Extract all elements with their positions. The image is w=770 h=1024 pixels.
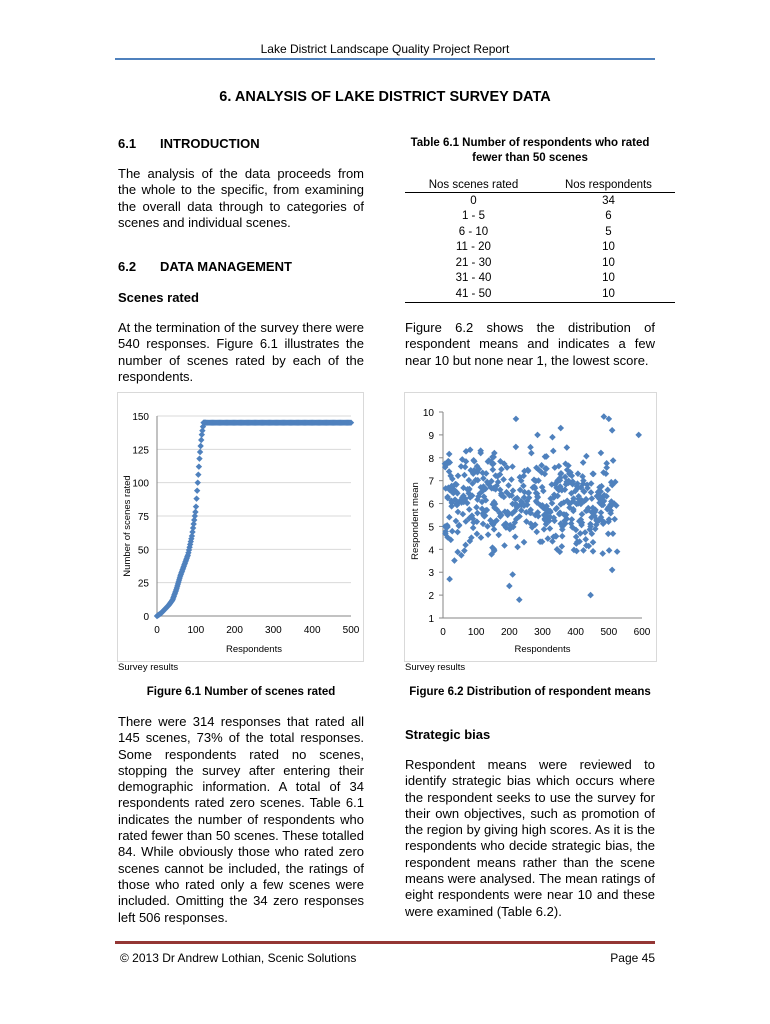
data-point xyxy=(498,466,505,473)
strategic-bias-paragraph: Respondent means were reviewed to identify strategic bias which occurs where the respondent seeks to use the survey for their own objectives, such as promotion of the region by giving high scores. As it is the respondents who decide strategic bias, the respondent means rather than the scene means were analysed. The mean ratings of eight respondents were near 10 and these were examined (Table 6.2). xyxy=(405,757,655,919)
x-tick-label: 200 xyxy=(500,627,518,638)
data-point xyxy=(580,459,587,466)
data-point xyxy=(197,443,203,449)
y-axis-title: Number of scenes rated xyxy=(122,475,133,577)
scenes-rated-paragraph: At the termination of the survey there were 540 responses. Figure 6.1 illustrates the number of scenes rated by each of the respondents. xyxy=(118,320,364,384)
figure-6-1-chart xyxy=(117,392,364,662)
data-point xyxy=(516,596,523,603)
y-tick-label: 125 xyxy=(132,445,149,457)
data-point xyxy=(599,550,606,557)
data-point xyxy=(614,548,621,555)
x-tick-label: 500 xyxy=(342,625,360,636)
table-cell: 21 - 30 xyxy=(455,256,492,269)
y-tick-label: 50 xyxy=(137,545,149,557)
data-point xyxy=(521,539,528,546)
data-point xyxy=(635,432,642,439)
table-row xyxy=(405,193,675,209)
data-point xyxy=(605,530,612,537)
data-point xyxy=(510,487,517,494)
x-tick-label: 200 xyxy=(226,625,243,636)
figure-6-2-chart xyxy=(404,392,657,662)
table-cell: 10 xyxy=(602,272,615,285)
section-6-2-title: DATA MANAGEMENT xyxy=(160,259,292,274)
table-cell: 34 xyxy=(602,194,615,207)
data-point xyxy=(194,487,200,493)
y-tick-label: 6 xyxy=(428,499,434,511)
y-tick-label: 2 xyxy=(428,591,434,603)
data-point xyxy=(610,457,617,464)
y-tick-label: 75 xyxy=(137,512,149,523)
data-point xyxy=(454,529,461,536)
data-point xyxy=(198,437,204,443)
data-point xyxy=(446,576,453,583)
data-point xyxy=(513,416,520,423)
data-point xyxy=(193,495,199,501)
data-point xyxy=(196,455,202,461)
header-rule xyxy=(115,58,655,60)
data-point xyxy=(446,451,453,458)
data-point xyxy=(490,466,497,473)
data-point xyxy=(508,476,515,483)
x-tick-label: 0 xyxy=(154,625,160,636)
data-point xyxy=(446,514,453,521)
data-point xyxy=(193,503,199,509)
data-point xyxy=(549,500,556,507)
strategic-bias-heading: Strategic bias xyxy=(405,727,491,742)
data-point xyxy=(195,471,201,477)
table-row xyxy=(405,286,675,302)
data-point xyxy=(474,510,481,517)
y-tick-label: 25 xyxy=(137,578,149,590)
data-point xyxy=(549,434,556,441)
x-tick-label: 100 xyxy=(467,627,485,638)
data-point xyxy=(461,472,468,479)
y-tick-label: 150 xyxy=(132,412,149,423)
y-tick-label: 100 xyxy=(132,478,149,490)
data-point xyxy=(557,425,564,432)
table-cell: 6 - 10 xyxy=(458,225,489,238)
data-point xyxy=(462,542,469,549)
data-point xyxy=(455,472,462,479)
data-point xyxy=(500,476,507,483)
y-tick-label: 5 xyxy=(428,522,434,534)
data-point xyxy=(564,444,571,451)
figure-6-1-caption: Figure 6.1 Number of scenes rated xyxy=(146,686,336,698)
table-cell: 41 - 50 xyxy=(405,286,542,302)
table-row xyxy=(405,240,675,256)
table-row xyxy=(405,271,675,287)
data-point xyxy=(451,557,458,564)
data-point xyxy=(485,531,492,538)
data-point xyxy=(501,542,508,549)
figure-6-2-caption: Figure 6.2 Distribution of respondent means xyxy=(409,686,651,698)
data-point xyxy=(606,547,613,554)
table-row xyxy=(405,224,675,240)
x-tick-label: 100 xyxy=(187,625,205,636)
data-point xyxy=(527,444,534,451)
figure-6-2-source: Survey results xyxy=(405,662,466,673)
y-tick-label: 3 xyxy=(428,568,434,580)
data-point xyxy=(509,463,516,470)
y-tick-label: 1 xyxy=(428,614,434,625)
subheading-scenes-rated: Scenes rated xyxy=(118,290,199,305)
x-tick-label: 400 xyxy=(303,625,321,636)
figure-6-2-svg xyxy=(405,393,656,661)
data-point xyxy=(534,432,541,439)
footer-rule xyxy=(115,941,655,944)
data-point xyxy=(583,453,590,460)
table-cell: 10 xyxy=(602,256,615,269)
data-point xyxy=(611,516,618,523)
data-point xyxy=(473,504,480,511)
data-point xyxy=(550,448,557,455)
data-point xyxy=(196,463,202,469)
data-point xyxy=(495,532,502,539)
x-tick-label: 300 xyxy=(265,625,282,636)
data-point xyxy=(559,533,566,540)
table-cell: 1 - 5 xyxy=(461,210,485,223)
section-6-1-number: 6.1 xyxy=(118,136,137,151)
table-header-cell: Nos respondents xyxy=(542,179,675,193)
intro-paragraph: The analysis of the data proceeds from the whole to the specific, from examining the overall data through to categories of scenes and individual scenes. xyxy=(118,166,364,230)
figure-6-1-source: Survey results xyxy=(118,662,179,673)
y-axis-title: Respondent mean xyxy=(410,482,421,560)
data-point xyxy=(604,487,611,494)
data-point xyxy=(582,536,589,543)
y-tick-label: 8 xyxy=(428,453,434,465)
x-tick-label: 0 xyxy=(440,627,446,638)
section-6-1-title: INTRODUCTION xyxy=(160,136,260,151)
footer-page-number: Page 45 xyxy=(610,951,655,965)
table-cell: 11 - 20 xyxy=(455,241,491,254)
data-point xyxy=(533,529,540,536)
data-point xyxy=(598,450,605,457)
data-point xyxy=(509,571,516,578)
data-point xyxy=(458,463,465,470)
section-title: 6. ANALYSIS OF LAKE DISTRICT SURVEY DATA xyxy=(219,89,551,105)
footer-copyright: © 2013 Dr Andrew Lothian, Scenic Solutions xyxy=(120,951,357,965)
data-point xyxy=(528,450,535,457)
data-point xyxy=(590,548,597,555)
data-point xyxy=(512,533,519,540)
data-point xyxy=(506,583,513,590)
x-tick-label: 400 xyxy=(567,627,585,638)
respondents-paragraph: There were 314 responses that rated all 145 scenes, 73% of the total responses. Some respondents rated no scenes, stopping the survey after entering their demographic information. A total of 34 respondents rated zero scenes. Table 6.1 indicates the number of respondents who rated fewer than 50 scenes. These totalled 84. While obviously those who rated zero scenes cannot be included, the ratings of those who rated only a few scenes were included. Omitting the 34 zero responses left 506 responses. xyxy=(118,714,364,925)
table-6-1 xyxy=(405,179,675,303)
section-6-2-number: 6.2 xyxy=(118,259,137,274)
data-point xyxy=(466,506,473,513)
data-point xyxy=(195,479,201,485)
x-tick-label: 600 xyxy=(633,627,651,638)
figure-6-2-intro-paragraph: Figure 6.2 shows the distribution of respondent means and indicates a few near 10 but none near 1, the lowest score. xyxy=(405,320,655,368)
y-tick-label: 9 xyxy=(428,430,434,442)
data-point xyxy=(470,525,477,532)
data-point xyxy=(603,460,610,467)
data-point xyxy=(590,539,597,546)
x-axis-title: Respondents xyxy=(226,644,282,655)
data-point xyxy=(513,444,520,451)
data-point xyxy=(589,471,596,478)
x-axis-title: Respondents xyxy=(514,644,571,655)
table-cell: 0 xyxy=(470,194,477,207)
y-tick-label: 4 xyxy=(428,545,434,557)
table-cell: 10 xyxy=(602,241,615,254)
x-tick-label: 500 xyxy=(600,627,618,638)
y-tick-label: 7 xyxy=(428,476,434,488)
data-point xyxy=(547,525,554,532)
data-point xyxy=(587,592,594,599)
y-tick-label: 0 xyxy=(143,612,149,623)
table-6-1-caption: Table 6.1 Number of respondents who rated fewer than 50 scenes xyxy=(410,137,650,164)
table-row xyxy=(405,255,675,271)
table-cell: 10 xyxy=(542,286,675,302)
table-row xyxy=(405,209,675,225)
data-point xyxy=(449,528,456,535)
table-cell: 5 xyxy=(605,225,612,238)
data-point xyxy=(514,544,521,551)
data-point xyxy=(609,427,616,434)
data-point xyxy=(609,567,616,574)
figure-6-1-svg xyxy=(118,393,363,661)
data-point xyxy=(569,516,576,523)
table-header-cell: Nos scenes rated xyxy=(405,179,542,193)
table-cell: 31 - 40 xyxy=(455,272,492,285)
table-cell: 6 xyxy=(605,210,612,223)
x-tick-label: 300 xyxy=(534,627,551,638)
data-point xyxy=(192,509,198,515)
running-header: Lake District Landscape Quality Project Report xyxy=(260,42,510,56)
data-point xyxy=(505,482,512,489)
y-tick-label: 10 xyxy=(422,408,434,419)
